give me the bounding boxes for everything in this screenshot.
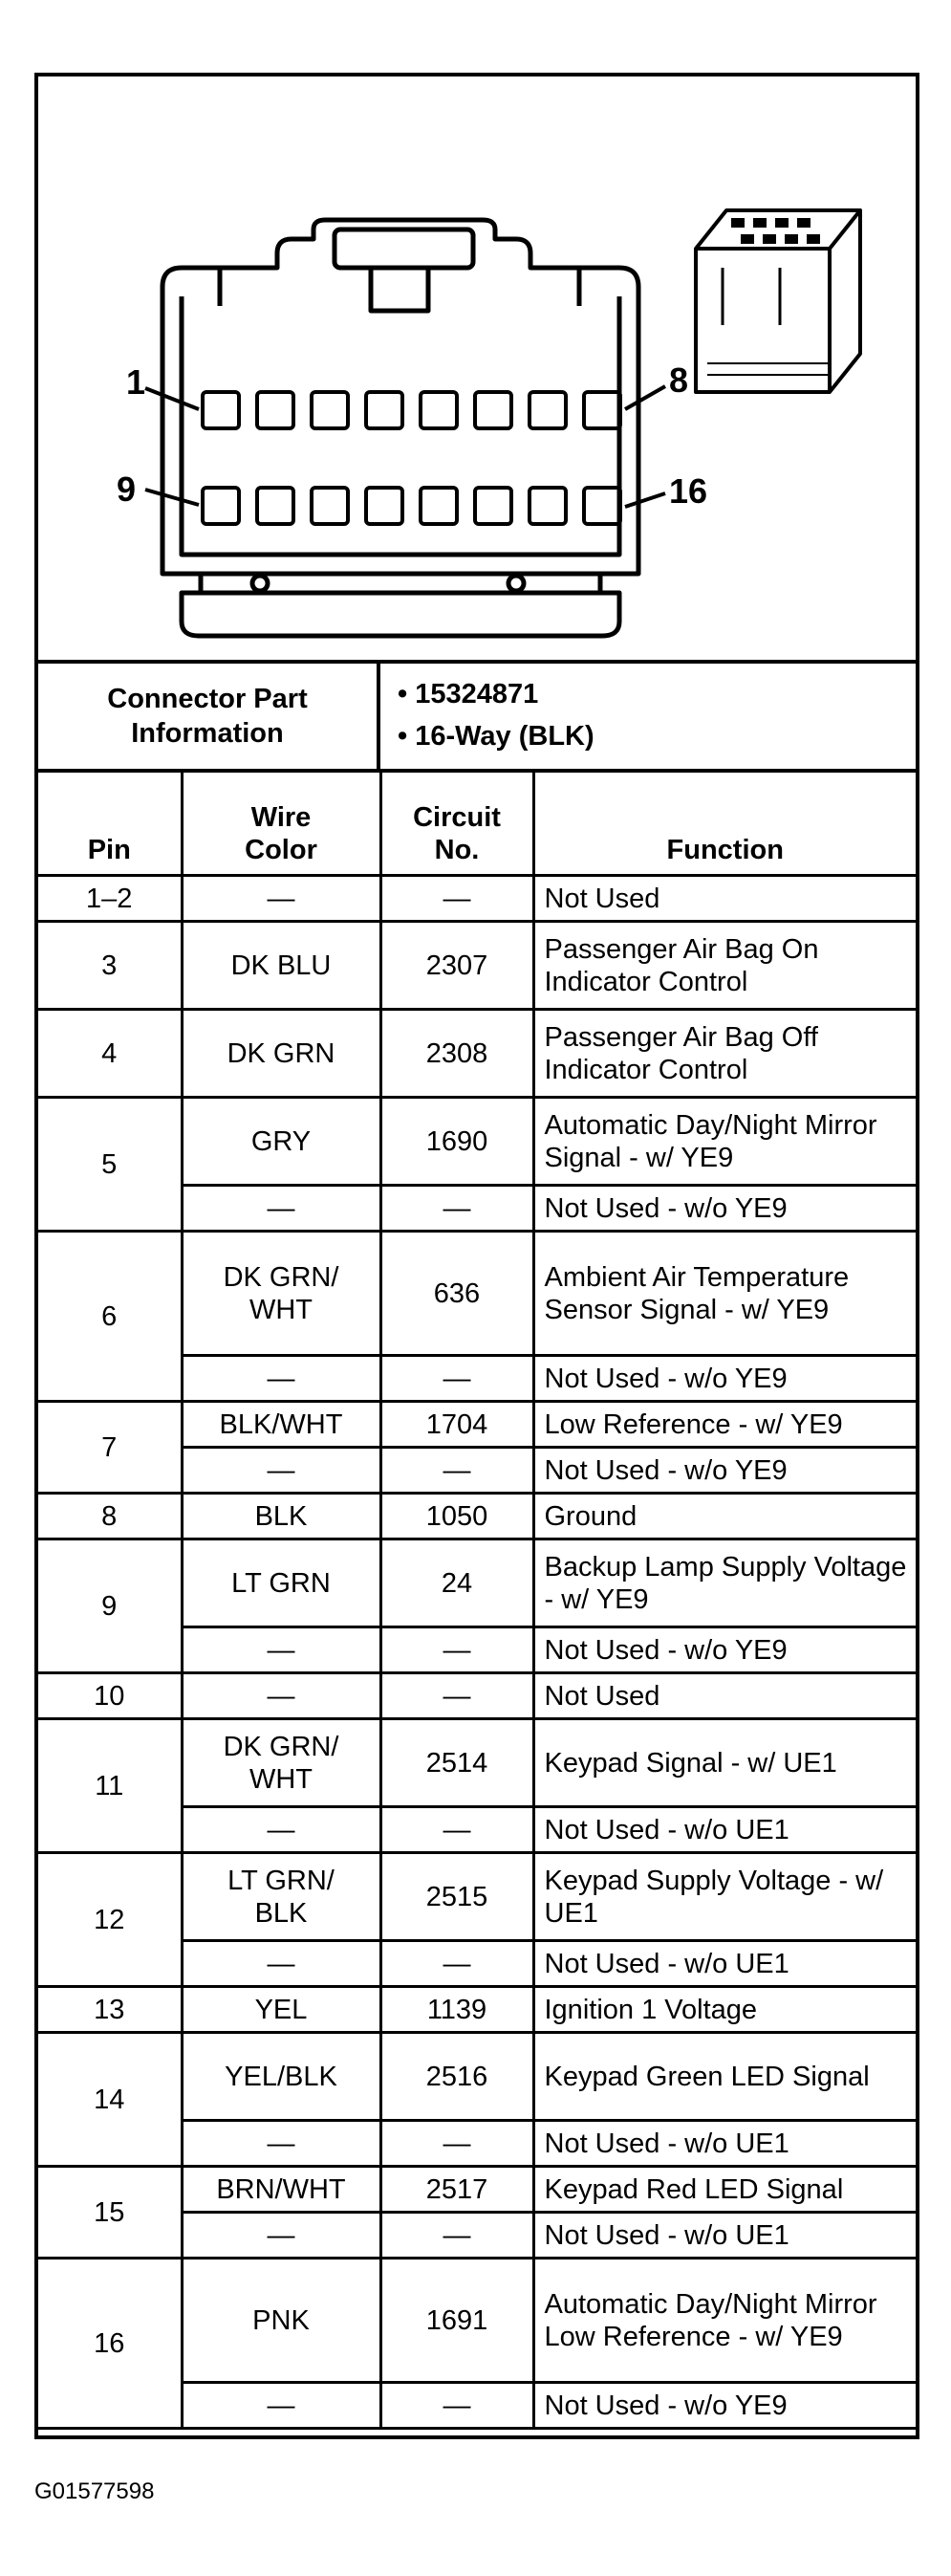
circuit-cell: 2307 (380, 922, 533, 1010)
circuit-cell: 1139 (380, 1987, 533, 2033)
function-cell: Not Used - w/o YE9 (533, 1448, 916, 1494)
pin-label-16: 16 (669, 471, 708, 511)
figure-id: G01577598 (34, 2478, 155, 2504)
circuit-cell: — (380, 1448, 533, 1494)
function-cell: Not Used (533, 1673, 916, 1719)
table-row (38, 1098, 916, 1186)
table-row (38, 1494, 916, 1539)
circuit-cell: — (380, 1356, 533, 1402)
circuit-cell: — (380, 1673, 533, 1719)
function-cell: Keypad Green LED Signal (533, 2033, 916, 2121)
function-cell: Not Used - w/o YE9 (533, 1356, 916, 1402)
function-cell: Automatic Day/Night Mirror Low Reference - w/ YE9 (533, 2259, 916, 2383)
pin-cell: 10 (38, 1673, 182, 1719)
pin-label-1: 1 (126, 362, 146, 402)
circuit-cell: 2308 (380, 1010, 533, 1098)
function-cell: Keypad Supply Voltage - w/ UE1 (533, 1853, 916, 1941)
wire-color-cell: DK BLU (182, 922, 380, 1010)
wire-color-cell: BLK/WHT (182, 1402, 380, 1448)
wire-color-cell: — (182, 876, 380, 922)
wire-color-cell: BRN/WHT (182, 2167, 380, 2213)
pin-cell: 3 (38, 922, 182, 1010)
function-cell: Not Used - w/o UE1 (533, 2213, 916, 2259)
connector-part-info (38, 664, 916, 773)
header-circuit-no: Circuit No. (380, 773, 533, 876)
wire-color-cell: BLK (182, 1494, 380, 1539)
wire-color-cell: LT GRN (182, 1539, 380, 1627)
table-row (38, 1010, 916, 1098)
circuit-cell: — (380, 1941, 533, 1987)
circuit-cell: — (380, 876, 533, 922)
connector-type: • 16-Way (BLK) (398, 721, 594, 752)
wire-color-cell: — (182, 2383, 380, 2429)
wire-color-cell: DK GRN (182, 1010, 380, 1098)
circuit-cell: 1704 (380, 1402, 533, 1448)
pin-cell: 12 (38, 1853, 182, 1987)
function-cell: Low Reference - w/ YE9 (533, 1402, 916, 1448)
table-row (38, 1853, 916, 1941)
circuit-cell: 2516 (380, 2033, 533, 2121)
circuit-cell: — (380, 2121, 533, 2167)
table-row (38, 1987, 916, 2033)
table-row (38, 2259, 916, 2383)
header-function: Function (533, 773, 916, 876)
table-row (38, 2033, 916, 2121)
wire-color-cell: — (182, 2121, 380, 2167)
function-cell: Not Used - w/o YE9 (533, 1186, 916, 1232)
wire-color-cell: YEL (182, 1987, 380, 2033)
function-cell: Passenger Air Bag Off Indicator Control (533, 1010, 916, 1098)
connector-info-values (398, 673, 594, 757)
circuit-cell: 2514 (380, 1719, 533, 1807)
connector-document (34, 73, 919, 2439)
function-cell: Ground (533, 1494, 916, 1539)
connector-3d-icon (696, 210, 860, 392)
circuit-cell: — (380, 1627, 533, 1673)
pin-cell: 5 (38, 1098, 182, 1232)
pin-cell: 16 (38, 2259, 182, 2429)
function-cell: Not Used - w/o YE9 (533, 2383, 916, 2429)
wire-color-cell: GRY (182, 1098, 380, 1186)
wire-color-cell: — (182, 1448, 380, 1494)
wire-color-cell: — (182, 1941, 380, 1987)
function-cell: Not Used (533, 876, 916, 922)
pin-cell: 14 (38, 2033, 182, 2167)
circuit-cell: 24 (380, 1539, 533, 1627)
wire-color-cell: — (182, 1807, 380, 1853)
function-cell: Keypad Signal - w/ UE1 (533, 1719, 916, 1807)
function-cell: Not Used - w/o YE9 (533, 1627, 916, 1673)
function-cell: Automatic Day/Night Mirror Signal - w/ YE9 (533, 1098, 916, 1186)
function-cell: Not Used - w/o UE1 (533, 1807, 916, 1853)
header-wire-color: Wire Color (182, 773, 380, 876)
wire-color-cell: — (182, 1356, 380, 1402)
pin-cell: 15 (38, 2167, 182, 2259)
table-row (38, 2167, 916, 2213)
pin-cell: 7 (38, 1402, 182, 1494)
wire-color-cell: YEL/BLK (182, 2033, 380, 2121)
pin-cell: 4 (38, 1010, 182, 1098)
circuit-cell: 1690 (380, 1098, 533, 1186)
wire-color-cell: PNK (182, 2259, 380, 2383)
pin-cell: 13 (38, 1987, 182, 2033)
pin-cell: 6 (38, 1232, 182, 1402)
pin-cell: 1–2 (38, 876, 182, 922)
table-row (38, 1232, 916, 1356)
wire-color-cell: — (182, 1186, 380, 1232)
connector-info-label: Connector Part Information (38, 664, 380, 769)
table-row (38, 1402, 916, 1448)
table-row (38, 1539, 916, 1627)
pin-label-8: 8 (669, 360, 689, 400)
circuit-cell: — (380, 2213, 533, 2259)
function-cell: Ambient Air Temperature Sensor Signal - w/ YE9 (533, 1232, 916, 1356)
connector-diagram (38, 76, 916, 664)
wire-color-cell: LT GRN/ BLK (182, 1853, 380, 1941)
wire-color-cell: — (182, 1673, 380, 1719)
header-pin: Pin (38, 773, 182, 876)
pin-cell: 8 (38, 1494, 182, 1539)
function-cell: Ignition 1 Voltage (533, 1987, 916, 2033)
connector-face-illustration (38, 76, 916, 660)
pin-cell: 9 (38, 1539, 182, 1673)
table-row (38, 1719, 916, 1807)
function-cell: Backup Lamp Supply Voltage - w/ YE9 (533, 1539, 916, 1627)
wire-color-cell: DK GRN/ WHT (182, 1719, 380, 1807)
wire-color-cell: — (182, 1627, 380, 1673)
part-number: • 15324871 (398, 679, 539, 709)
circuit-cell: 1691 (380, 2259, 533, 2383)
table-row (38, 876, 916, 922)
pin-label-9: 9 (117, 469, 137, 509)
wire-color-cell: DK GRN/ WHT (182, 1232, 380, 1356)
table-row (38, 1673, 916, 1719)
circuit-cell: 1050 (380, 1494, 533, 1539)
circuit-cell: — (380, 1186, 533, 1232)
function-cell: Not Used - w/o UE1 (533, 2121, 916, 2167)
circuit-cell: — (380, 2383, 533, 2429)
circuit-cell: 636 (380, 1232, 533, 1356)
function-cell: Not Used - w/o UE1 (533, 1941, 916, 1987)
pinout-table (38, 773, 916, 2430)
table-row (38, 922, 916, 1010)
function-cell: Keypad Red LED Signal (533, 2167, 916, 2213)
function-cell: Passenger Air Bag On Indicator Control (533, 922, 916, 1010)
circuit-cell: 2517 (380, 2167, 533, 2213)
circuit-cell: 2515 (380, 1853, 533, 1941)
wire-color-cell: — (182, 2213, 380, 2259)
pin-cell: 11 (38, 1719, 182, 1853)
circuit-cell: — (380, 1807, 533, 1853)
